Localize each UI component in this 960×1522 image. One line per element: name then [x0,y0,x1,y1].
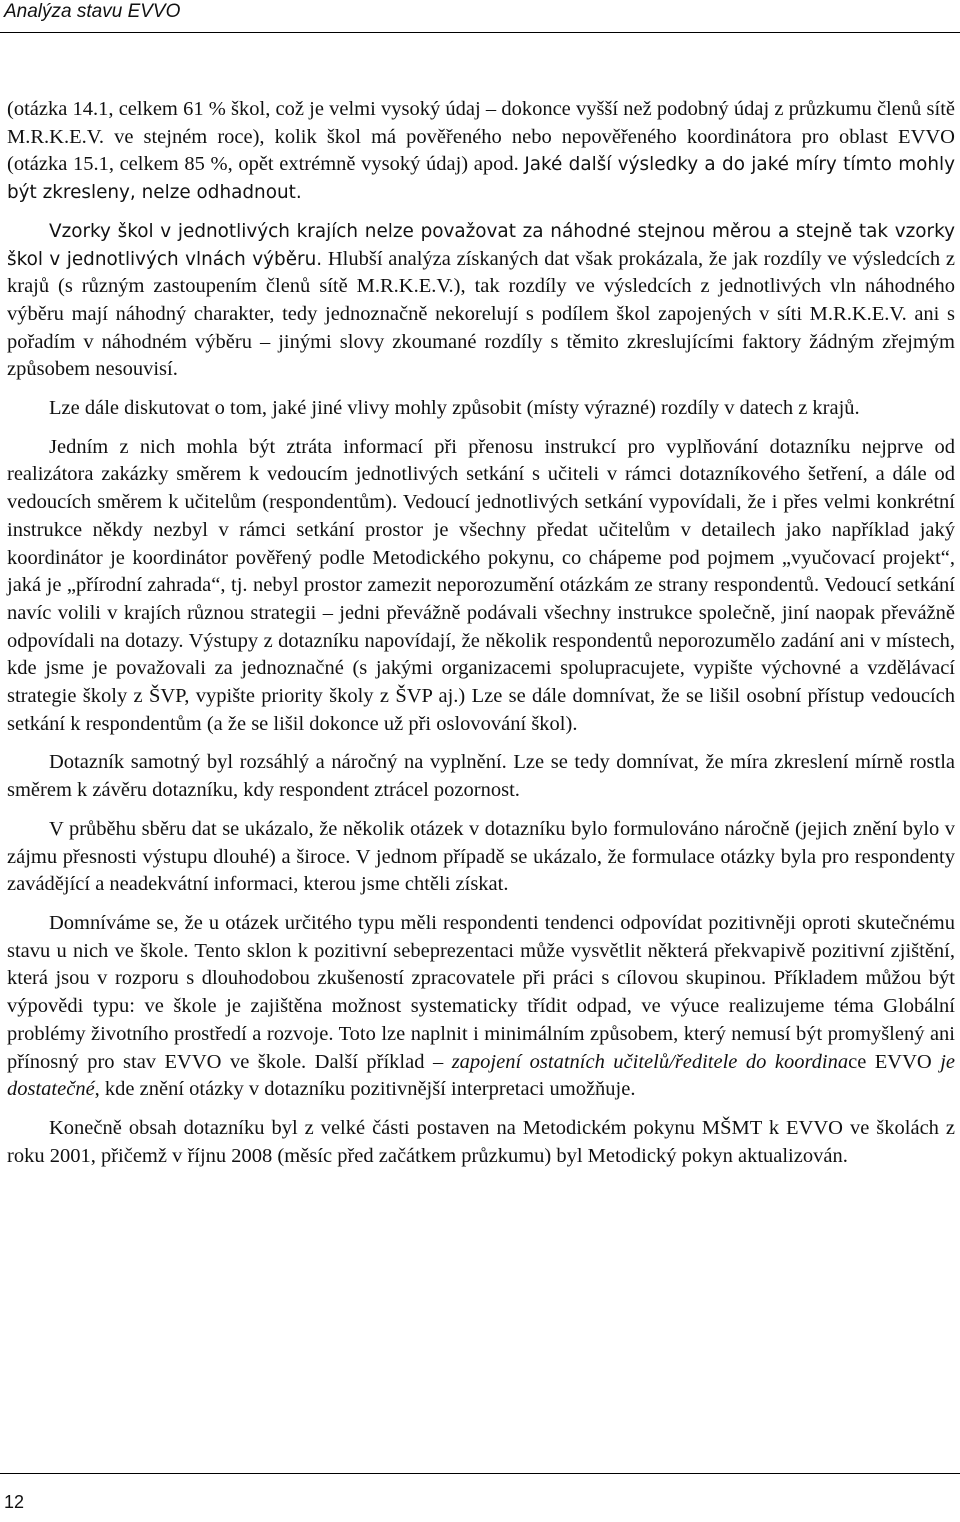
text-run: , kde znění otázky v dotazníku pozitivnější interpretaci umožňuje. [94,1078,636,1101]
paragraph [7,218,955,384]
paragraph [7,395,955,423]
text-run: Vzorky škol v jednotlivých krajích nelze považovat za náhodné stejnou měrou a stejně tak vzorky škol v jednotlivých vlnách výběru. [7,220,955,270]
text-run: (otázka 14.1, celkem 61 % škol, což je velmi vysoký údaj – dokonce vyšší než podobný údaj z průzkumu členů sítě M.R.K.E.V. ve stejném roce), kolik škol má pověřeného nebo nepověřeného koordinátora pro oblast EVVO (otázka 15.1, celkem 85 %, opět extrémně vysoký údaj) apod. [7,98,955,176]
paragraph [7,816,955,899]
text-run: Dotazník samotný byl rozsáhlý a náročný na vyplnění. Lze se tedy domnívat, že míra zkreslení mírně rostla směrem k závěru dotazníku, kdy respondent ztrácel pozornost. [7,751,955,802]
text-run: Domníváme se, že u otázek určitého typu měli respondenti tendenci odpovídat pozitivněji oproti skutečnému stavu u nich ve škole. Tento sklon k pozitivní sebeprezentaci může vysvětlit některá překvapivě pozitivní zjištění, která jsou v rozporu s dlouhodobou zkušeností zpracovatele při práci s cílovou skupinou. Příkladem můžou být výpovědi typu: ve škole je zajištěna možnost systematicky třídit odpad, ve výuce realizujeme téma Globální problémy životního prostředí a rozvoje. Toto lze naplnit i minimálním způsobem, který nemusí být promyšlený ani přínosný pro stav EVVO ve škole. Další příklad – [7,911,955,1073]
text-run: Lze dále diskutovat o tom, jaké jiné vlivy mohly způsobit (místy výrazné) rozdíly v datech z krajů. [49,397,860,420]
footer-divider [0,1473,960,1474]
header-divider [0,32,960,33]
page-number: 12 [4,1492,25,1512]
page-header [0,0,960,44]
text-run: ce EVVO [848,1050,941,1073]
paragraph [7,434,955,739]
header-title: Analýza stavu EVVO [4,1,181,22]
text-run: Konečně obsah dotazníku byl z velké části postaven na Metodickém pokynu MŠMT k EVVO ve školách z roku 2001, přičemž v říjnu 2008 (měsíc před začátkem průzkumu) byl Metodický pokyn aktualizován. [7,1116,955,1167]
paragraph [7,96,955,207]
paragraph [7,1115,955,1170]
text-run: Hlubší analýza získaných dat však prokázala, že jak rozdíly ve výsledcích z krajů (s různým zastoupením členů sítě M.R.K.E.V.), tak rozdíly ve výsledcích z jednotlivých vln náhodného výběru mají náhodný charakter, tedy jednoznačně nekorelují s podílem škol zapojených v síti M.R.K.E.V. ani s pořadím v náhodném výběru – jinými slovy zkoumané rozdíly s těmito zkreslujícími faktory žádným zřejmým způsobem nesouvisí. [7,247,955,381]
paragraph [7,910,955,1104]
text-run: V průběhu sběru dat se ukázalo, že několik otázek v dotazníku bylo formulováno náročně (jejich znění bylo v zájmu přesnosti výstupu dlouhé) a široce. V jednom případě se ukázalo, že formulace otázky byla pro respondenty zavádějící a neadekvátní informaci, kterou jsme chtěli získat. [7,817,955,896]
text-run: Jaké další výsledky a do jaké míry tímto mohly být zkresleny, nelze odhadnout. [7,154,956,204]
document-body [7,96,955,1181]
text-run: je dostatečné [7,1050,956,1101]
text-run: Jedním z nich mohla být ztráta informací při přenosu instrukcí pro vyplňování dotazníku nejprve od realizátora zakázky směrem k vedoucím jednotlivých setkání s učiteli v rámci dotazníkového šetření, a dále od vedoucích směrem k učitelům (respondentům). Vedoucí jednotlivých setkání vypovídali, že i přes velmi konkrétní instrukce někdy nezbyl v rámci setkání prostor je všechny předat učitelům v detailech jako například jaký koordinátor je koordinátor pověřený podle Metodického pokynu, co chápeme pod pojmem „vyučovací projekt“, jaká je „přírodní zahrada“, tj. nebyl prostor zamezit neporozumění otázkám ze strany respondentů. Vedoucí setkání navíc volili v krajích různou strategii – jedni převážně podávali všechny instrukce společně, jiní naopak převážně odpovídali na dotazy. Výstupy z dotazníku napovídají, že několik respondentů neporozumělo zadání ani v místech, kde jsme je považovali za jednoznačné (s jakými organizacemi spolupracujete, vypište výchovné a vzdělávací strategie školy z ŠVP, vypište priority školy z ŠVP aj.) Lze se dále domnívat, že se lišil osobní přístup vedoucích setkání k respondentům (a že se lišil dokonce už při oslovování škol). [7,435,955,735]
paragraph [7,749,955,804]
text-run: zapojení ostatních učitelů/ředitele do koordina [451,1050,849,1073]
